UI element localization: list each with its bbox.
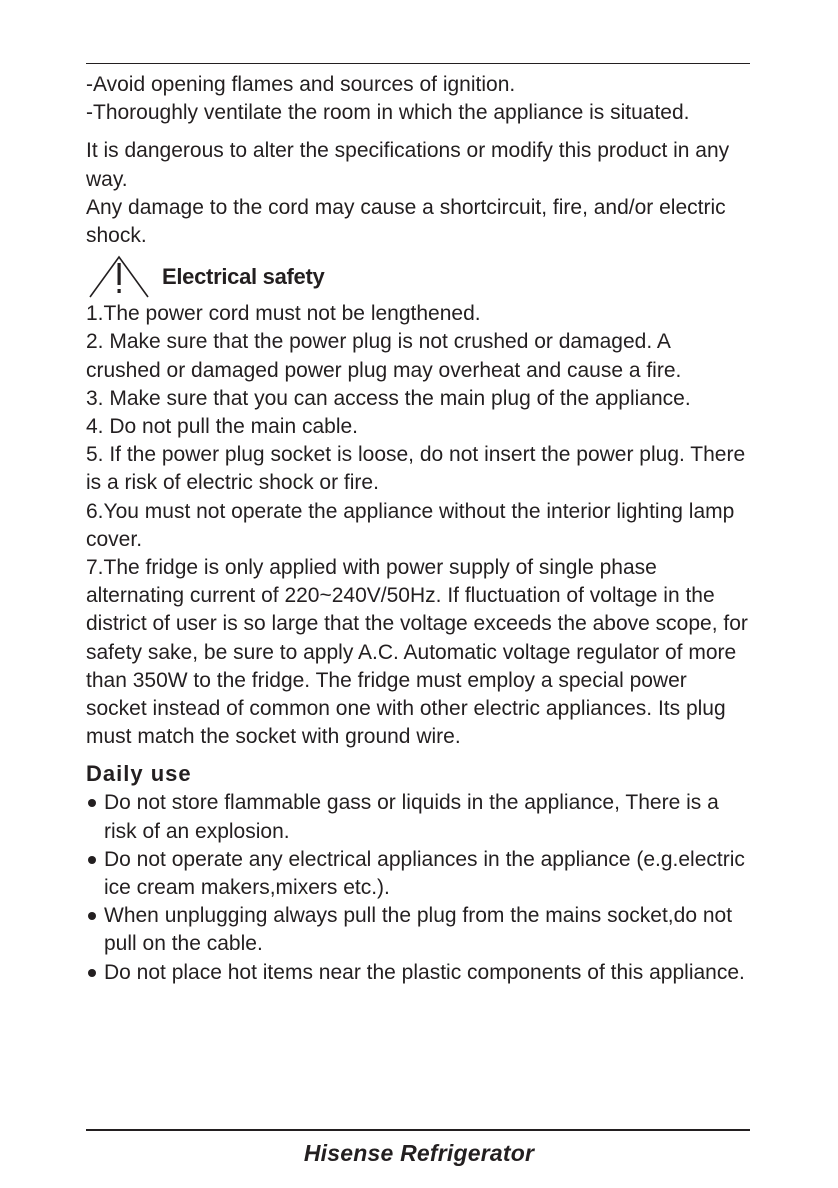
paragraph: It is dangerous to alter the specifications or modify this product in any way. bbox=[86, 139, 730, 191]
electrical-safety-header bbox=[86, 254, 750, 300]
daily-use-list bbox=[86, 789, 750, 986]
bottom-divider bbox=[86, 1129, 750, 1131]
paragraph: -Thoroughly ventilate the room in which the appliance is situated. bbox=[86, 101, 690, 125]
list-item: Do not operate any electrical appliances in the appliance (e.g.electric ice cream makers,mixers etc.). bbox=[86, 846, 750, 902]
safety-item: 3. Make sure that you can access the main plug of the appliance. bbox=[86, 386, 691, 410]
section-title: Electrical safety bbox=[162, 264, 325, 290]
list-item: When unplugging always pull the plug from the mains socket,do not pull on the cable. bbox=[86, 902, 750, 958]
section-title: Daily use bbox=[86, 761, 192, 787]
safety-item: 1.The power cord must not be lengthened. bbox=[86, 302, 481, 326]
safety-item: 5. If the power plug socket is loose, do not insert the power plug. There is a risk of electric shock or fire. bbox=[86, 443, 746, 495]
page-body bbox=[86, 71, 750, 987]
safety-item: 4. Do not pull the main cable. bbox=[86, 415, 358, 439]
top-divider bbox=[86, 63, 750, 64]
safety-item: 7.The fridge is only applied with power supply of single phase alternating current of 220~240V/50Hz. If fluctuation of voltage in the district of user is so large that the voltage exceeds the above scope, for safety sake, be sure to apply A.C. Automatic voltage regulator of more than 350W to the fridge. The fridge must employ a special power socket instead of common one with other electric appliances. Its plug must match the socket with ground wire. bbox=[86, 556, 748, 749]
list-item: Do not store flammable gass or liquids in the appliance, There is a risk of an explosion. bbox=[86, 789, 750, 845]
footer-brand: Hisense Refrigerator bbox=[303, 1140, 535, 1166]
warning-triangle-icon bbox=[88, 255, 150, 299]
safety-item: 2. Make sure that the power plug is not crushed or damaged. A crushed or damaged power plug may overheat and cause a fire. bbox=[86, 330, 682, 382]
paragraph: -Avoid opening flames and sources of ignition. bbox=[86, 73, 516, 96]
list-item: Do not place hot items near the plastic components of this appliance. bbox=[86, 959, 750, 987]
safety-item: 6.You must not operate the appliance without the interior lighting lamp cover. bbox=[86, 499, 735, 551]
paragraph: Any damage to the cord may cause a shortcircuit, fire, and/or electric shock. bbox=[86, 195, 726, 248]
